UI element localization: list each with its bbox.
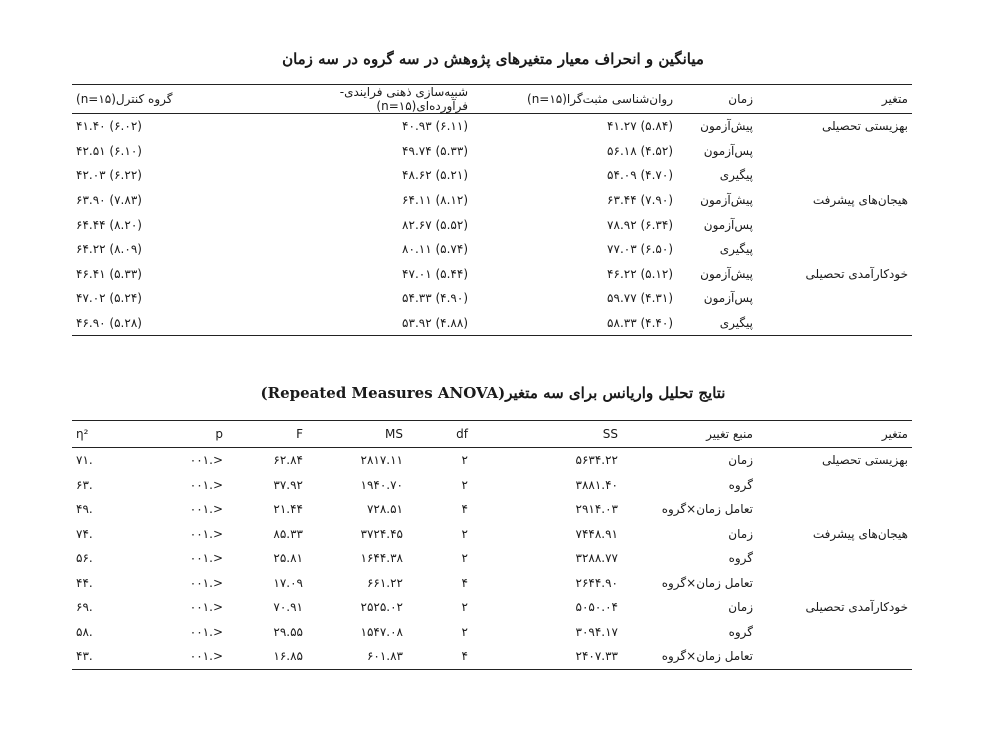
cell-df: ۲ xyxy=(461,453,468,468)
cell-variable xyxy=(757,644,912,669)
cell-ms: ۲۵۲۵.۰۲ xyxy=(360,600,403,615)
header-f: F xyxy=(296,427,303,441)
cell-p: <.۰۰۱ xyxy=(189,575,223,590)
cell-f: ۲۱.۴۴ xyxy=(273,502,303,517)
cell-source: گروه xyxy=(728,551,753,566)
cell-variable xyxy=(757,311,912,336)
cell-source: تعامل زمان×گروه xyxy=(661,575,753,590)
cell-ss: ۳۲۸۸.۷۷ xyxy=(575,551,618,566)
table-row xyxy=(72,448,912,473)
cell-df: ۴ xyxy=(461,502,468,517)
cell-df: ۲ xyxy=(461,624,468,639)
cell-time: پیگیری xyxy=(719,242,753,257)
header-positive-psych: روان‌شناسی مثبت‌گرا(۱۵=n) xyxy=(527,92,673,106)
anova-table xyxy=(72,420,912,670)
cell-f: ۶۲.۸۴ xyxy=(273,453,303,468)
cell-mental-simulation: (۵.۵۲) ۸۲.۶۷ xyxy=(402,217,468,232)
cell-ms: ۳۷۲۴.۴۵ xyxy=(360,526,403,541)
header-eta: η² xyxy=(76,427,89,441)
cell-p: <.۰۰۱ xyxy=(189,502,223,517)
cell-time: پس‌آزمون xyxy=(703,217,753,232)
cell-variable: هیجان‌های پیشرفت xyxy=(812,526,908,541)
table-row xyxy=(72,311,912,336)
cell-ms: ۷۲۸.۵۱ xyxy=(366,502,403,517)
cell-p: <.۰۰۱ xyxy=(189,526,223,541)
cell-p: <.۰۰۱ xyxy=(189,600,223,615)
cell-control: (۶.۰۲) ۴۱.۴۰ xyxy=(76,119,142,134)
descriptive-stats-table xyxy=(72,84,912,336)
cell-ms: ۲۸۱۷.۱۱ xyxy=(360,453,403,468)
cell-positive-psych: (۵.۱۲) ۴۶.۲۲ xyxy=(607,266,673,281)
cell-p: <.۰۰۱ xyxy=(189,624,223,639)
cell-variable xyxy=(757,139,912,164)
cell-f: ۸۵.۳۳ xyxy=(273,526,303,541)
cell-variable: بهزیستی تحصیلی xyxy=(821,119,908,134)
cell-control: (۵.۳۳) ۴۶.۴۱ xyxy=(76,266,142,281)
table2-header-row xyxy=(72,421,912,448)
cell-control: (۵.۲۸) ۴۶.۹۰ xyxy=(76,316,142,331)
cell-eta: .۴۴ xyxy=(76,575,93,590)
cell-eta: .۵۸ xyxy=(76,624,93,639)
cell-mental-simulation: (۵.۷۴) ۸۰.۱۱ xyxy=(402,242,468,257)
cell-f: ۷۰.۹۱ xyxy=(273,600,303,615)
header-source: منبع تغییر xyxy=(706,427,753,441)
cell-ss: ۲۶۴۴.۹۰ xyxy=(575,575,618,590)
cell-control: (۷.۸۳) ۶۳.۹۰ xyxy=(76,193,142,208)
cell-time: پیش‌آزمون xyxy=(700,119,753,134)
cell-control: (۶.۲۲) ۴۲.۰۳ xyxy=(76,168,142,183)
cell-p: <.۰۰۱ xyxy=(189,649,223,664)
cell-variable xyxy=(757,571,912,596)
table-row xyxy=(72,188,912,213)
table-row xyxy=(72,644,912,669)
cell-positive-psych: (۴.۴۰) ۵۸.۳۳ xyxy=(607,316,673,331)
table-row xyxy=(72,237,912,262)
cell-eta: .۵۶ xyxy=(76,551,93,566)
cell-variable xyxy=(757,473,912,498)
cell-time: پس‌آزمون xyxy=(703,291,753,306)
cell-eta: .۶۳ xyxy=(76,477,93,492)
cell-source: تعامل زمان×گروه xyxy=(661,502,753,517)
cell-eta: .۷۴ xyxy=(76,526,93,541)
cell-variable: هیجان‌های پیشرفت xyxy=(812,193,908,208)
cell-positive-psych: (۵.۸۴) ۴۱.۲۷ xyxy=(607,119,673,134)
cell-ss: ۵۰۵۰.۰۴ xyxy=(575,600,618,615)
cell-variable: بهزیستی تحصیلی xyxy=(821,453,908,468)
cell-positive-psych: (۴.۷۰) ۵۴.۰۹ xyxy=(607,168,673,183)
header-ms: MS xyxy=(385,427,403,441)
cell-ms: ۱۵۴۷.۰۸ xyxy=(360,624,403,639)
cell-df: ۴ xyxy=(461,649,468,664)
cell-df: ۲ xyxy=(461,551,468,566)
header-control: گروه کنترل(۱۵=n) xyxy=(76,92,173,106)
cell-variable xyxy=(757,163,912,188)
table-row xyxy=(72,163,912,188)
header-variable: متغیر xyxy=(881,427,908,441)
cell-ss: ۷۴۴۸.۹۱ xyxy=(575,526,618,541)
cell-time: پیگیری xyxy=(719,316,753,331)
table-row xyxy=(72,262,912,287)
cell-variable: خودکارآمدی تحصیلی xyxy=(805,266,908,281)
table-row xyxy=(72,571,912,596)
cell-source: گروه xyxy=(728,477,753,492)
cell-f: ۲۹.۵۵ xyxy=(273,624,303,639)
cell-control: (۸.۲۰) ۶۴.۴۴ xyxy=(76,217,142,232)
cell-f: ۳۷.۹۲ xyxy=(273,477,303,492)
header-df: df xyxy=(456,427,468,441)
cell-df: ۴ xyxy=(461,575,468,590)
table-row xyxy=(72,497,912,522)
cell-control: (۸.۰۹) ۶۴.۲۲ xyxy=(76,242,142,257)
cell-source: زمان xyxy=(728,600,753,615)
table-row xyxy=(72,620,912,645)
cell-ms: ۱۶۴۴.۳۸ xyxy=(360,551,403,566)
table-row xyxy=(72,595,912,620)
cell-f: ۲۵.۸۱ xyxy=(273,551,303,566)
cell-variable xyxy=(757,212,912,237)
cell-eta: .۶۹ xyxy=(76,600,93,615)
header-time: زمان xyxy=(728,92,753,106)
table-row xyxy=(72,546,912,571)
cell-source: گروه xyxy=(728,624,753,639)
cell-mental-simulation: (۵.۴۴) ۴۷.۰۱ xyxy=(402,266,468,281)
cell-df: ۲ xyxy=(461,477,468,492)
cell-source: زمان xyxy=(728,526,753,541)
cell-df: ۲ xyxy=(461,600,468,615)
cell-variable xyxy=(757,286,912,311)
cell-mental-simulation: (۴.۸۸) ۵۳.۹۲ xyxy=(402,316,468,331)
cell-ms: ۶۰۱.۸۳ xyxy=(366,649,403,664)
cell-positive-psych: (۴.۳۱) ۵۹.۷۷ xyxy=(607,291,673,306)
cell-eta: .۷۱ xyxy=(76,453,93,468)
cell-positive-psych: (۷.۹۰) ۶۳.۴۴ xyxy=(607,193,673,208)
header-mental-simulation: شبیه‌سازی ذهنی فرایندی-فرآورده‌ای(۱۵=n) xyxy=(339,85,468,113)
cell-variable xyxy=(757,620,912,645)
table-row xyxy=(72,286,912,311)
cell-control: (۶.۱۰) ۴۲.۵۱ xyxy=(76,143,142,158)
table1-title: میانگین و انحراف معیار متغیرهای پژوهش در سه گروه در سه زمان xyxy=(282,50,704,68)
cell-mental-simulation: (۴.۹۰) ۵۴.۳۳ xyxy=(402,291,468,306)
cell-f: ۱۶.۸۵ xyxy=(273,649,303,664)
cell-time: پس‌آزمون xyxy=(703,143,753,158)
table-row xyxy=(72,139,912,164)
cell-variable xyxy=(757,237,912,262)
cell-f: ۱۷.۰۹ xyxy=(273,575,303,590)
cell-positive-psych: (۶.۳۴) ۷۸.۹۲ xyxy=(607,217,673,232)
cell-mental-simulation: (۵.۳۳) ۴۹.۷۴ xyxy=(402,143,468,158)
cell-ss: ۲۹۱۴.۰۳ xyxy=(575,502,618,517)
table-row xyxy=(72,114,912,139)
cell-eta: .۴۹ xyxy=(76,502,93,517)
cell-ss: ۳۰۹۴.۱۷ xyxy=(575,624,618,639)
cell-mental-simulation: (۵.۲۱) ۴۸.۶۲ xyxy=(402,168,468,183)
table1-header-row xyxy=(72,85,912,114)
cell-p: <.۰۰۱ xyxy=(189,477,223,492)
cell-eta: .۴۳ xyxy=(76,649,93,664)
header-ss: SS xyxy=(602,427,618,441)
table2-title: نتایج تحلیل واریانس برای سه متغیر(Repeated Measures ANOVA) xyxy=(260,384,726,402)
cell-positive-psych: (۴.۵۲) ۵۶.۱۸ xyxy=(607,143,673,158)
table-row xyxy=(72,212,912,237)
cell-source: تعامل زمان×گروه xyxy=(661,649,753,664)
cell-time: پیش‌آزمون xyxy=(700,193,753,208)
cell-variable xyxy=(757,546,912,571)
cell-time: پیگیری xyxy=(719,168,753,183)
table-row xyxy=(72,473,912,498)
table-row xyxy=(72,522,912,547)
cell-p: <.۰۰۱ xyxy=(189,453,223,468)
cell-variable xyxy=(757,497,912,522)
cell-time: پیش‌آزمون xyxy=(700,266,753,281)
cell-ms: ۶۶۱.۲۲ xyxy=(366,575,403,590)
cell-ss: ۳۸۸۱.۴۰ xyxy=(575,477,618,492)
cell-p: <.۰۰۱ xyxy=(189,551,223,566)
cell-variable: خودکارآمدی تحصیلی xyxy=(805,600,908,615)
cell-mental-simulation: (۶.۱۱) ۴۰.۹۳ xyxy=(402,119,468,134)
cell-ss: ۲۴۰۷.۳۳ xyxy=(575,649,618,664)
cell-df: ۲ xyxy=(461,526,468,541)
header-variable: متغیر xyxy=(881,92,908,106)
cell-control: (۵.۲۴) ۴۷.۰۲ xyxy=(76,291,142,306)
cell-ms: ۱۹۴۰.۷۰ xyxy=(360,477,403,492)
cell-ss: ۵۶۳۴.۲۲ xyxy=(575,453,618,468)
cell-source: زمان xyxy=(728,453,753,468)
cell-mental-simulation: (۸.۱۲) ۶۴.۱۱ xyxy=(402,193,468,208)
header-p: p xyxy=(215,427,223,441)
cell-positive-psych: (۶.۵۰) ۷۷.۰۳ xyxy=(607,242,673,257)
